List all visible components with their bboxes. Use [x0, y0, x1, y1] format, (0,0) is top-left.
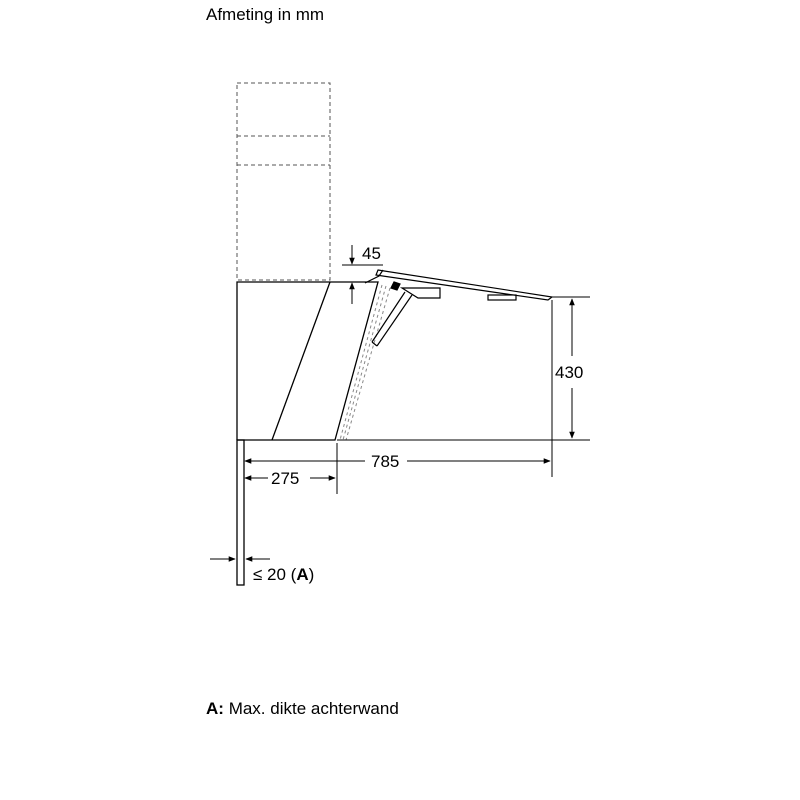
dimension-wall-thickness-label: [253, 565, 314, 584]
chimney-outline: [237, 83, 330, 280]
dimension-height: [337, 297, 590, 477]
back-wall: [237, 440, 244, 585]
dimension-depth-body-label: 275: [271, 469, 300, 488]
legend-key: A:: [206, 699, 224, 718]
wall-thickness-value: ≤ 20 (: [253, 565, 297, 584]
dimension-gap-top-label: 45: [362, 244, 381, 263]
wall-thickness-ref: A: [296, 565, 309, 584]
dimension-depth-total-label: 785: [371, 452, 400, 471]
legend: [206, 699, 399, 719]
hood-body: [237, 282, 378, 440]
dimension-height-label: 430: [555, 363, 584, 382]
panel-swing-outline: [340, 285, 390, 440]
diagram-title: Afmeting in mm: [206, 5, 325, 24]
legend-text: Max. dikte achterwand: [228, 699, 399, 718]
open-panel: [365, 270, 552, 346]
wall-thickness-close: ): [308, 565, 315, 584]
